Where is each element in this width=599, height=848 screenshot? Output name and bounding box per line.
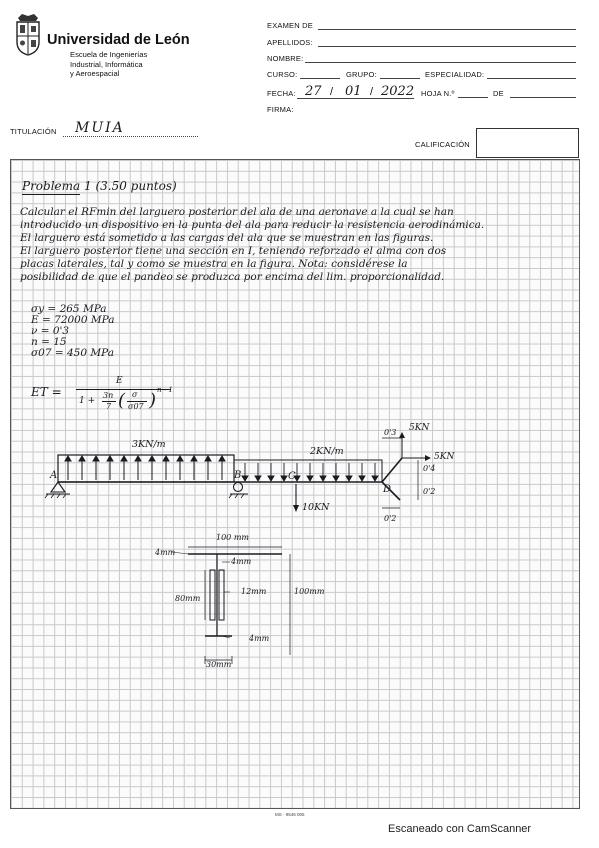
label-hoja: HOJA N.º (421, 89, 455, 98)
label-titulacion: TITULACIÓN (10, 127, 57, 136)
field-curso[interactable] (300, 78, 340, 79)
label-examen: EXAMEN DE (267, 21, 313, 30)
date-sep-2: / (370, 86, 374, 98)
calificacion-box[interactable] (476, 128, 579, 158)
data-sigma-y: σy = 265 MPa (31, 303, 107, 315)
university-name: Universidad de León (47, 32, 190, 48)
data-e: E = 72000 MPa (31, 314, 115, 326)
distributed-load-1-arrows (65, 456, 225, 480)
data-sigma-07: σ07 = 450 MPa (31, 347, 114, 359)
label-calificacion: CALIFICACIÓN (415, 140, 470, 149)
label-apellidos: APELLIDOS: (267, 38, 313, 47)
plate-width-label: 30mm (206, 660, 232, 669)
field-apellidos[interactable] (318, 46, 576, 47)
support-a (51, 482, 65, 492)
field-nombre[interactable] (305, 62, 576, 63)
dim-label-vert1: 0'4 (423, 464, 436, 473)
titulacion-value: MUIA (75, 120, 125, 136)
field-de[interactable] (510, 97, 576, 98)
point-a-label: A (50, 470, 58, 481)
support-b (234, 483, 243, 492)
total-height-label: 100mm (294, 587, 325, 596)
field-examen[interactable] (318, 29, 576, 30)
date-year: 2022 (381, 84, 415, 99)
point-load-label: 10KN (302, 502, 330, 513)
field-titulacion[interactable] (63, 136, 198, 137)
field-hoja[interactable] (458, 97, 488, 98)
dim-label-vert2: 0'2 (423, 487, 436, 496)
date-month: 01 (345, 84, 362, 99)
web-height-label: 80mm (175, 594, 201, 603)
load-label-1: 3KN/m (132, 439, 166, 450)
left-plate (210, 570, 215, 620)
title-underline (22, 194, 80, 195)
point-b-label: B (234, 470, 242, 481)
dim-label-top: 0'3 (384, 428, 397, 437)
point-d-label: D (383, 484, 392, 495)
date-day: 27 (305, 84, 322, 99)
label-curso: CURSO: (267, 70, 298, 79)
tip-load-label-1: 5KN (409, 423, 430, 433)
label-nombre: NOMBRE: (267, 54, 304, 63)
web-top-label: 4mm (231, 557, 252, 566)
load-label-2: 2KN/m (310, 446, 344, 457)
section-width-label: 100 mm (216, 533, 249, 542)
label-firma: FIRMA: (267, 105, 294, 114)
bottom-thickness-label: 4mm (249, 634, 270, 643)
beam-diagram (40, 420, 480, 525)
point-c-label: C (288, 471, 296, 482)
tip-load-label-2: 5KN (434, 452, 455, 462)
winglet-upper (382, 458, 402, 482)
label-de: DE (493, 89, 504, 98)
material-data (31, 304, 114, 359)
field-fecha[interactable] (297, 98, 414, 99)
dim-label-bottom: 0'2 (384, 514, 397, 523)
scanner-watermark: Escaneado con CamScanner (388, 823, 532, 835)
field-grupo[interactable] (380, 78, 420, 79)
university-crest (14, 12, 42, 56)
data-nu: ν = 0'3 (31, 325, 70, 337)
data-n: n = 15 (31, 336, 67, 348)
date-sep-1: / (330, 86, 334, 98)
distributed-load-2-arrows (242, 463, 378, 481)
sheet-code: MS · 9546 005 (275, 812, 305, 817)
label-grupo: GRUPO: (346, 70, 377, 79)
flange-thickness-label: 4mm (155, 548, 176, 557)
problem-title: Problema 1 (3.50 puntos) (22, 179, 177, 193)
label-fecha: FECHA: (267, 89, 296, 98)
school-name: Escuela de Ingenierías Industrial, Informática y Aeroespacial (70, 50, 148, 78)
tangent-modulus-formula: ET = E 1 + 3n 7 ( σ σ07 ) n - 1 (31, 376, 173, 411)
plate-thickness-label: 12mm (241, 587, 267, 596)
field-especialidad[interactable] (487, 78, 576, 79)
label-especialidad: ESPECIALIDAD: (425, 70, 485, 79)
right-plate (219, 570, 224, 620)
problem-statement: Calcular el RFmin del larguero posterior del ala de una aeronave a la cual se han introducido un dispositivo en la punta del ala para reducir la resistencia aerodinámica. El larguero está sometido a las cargas del ala que se muestran en las figuras. El larguero posterior tiene una sección en I, teniendo reforzado el alma con dos placas laterales, tal y como se muestra en la figura. Nota: considérese la posibilidad de que el pandeo se produzca por encima del lim. proporcionalidad. (20, 206, 485, 283)
